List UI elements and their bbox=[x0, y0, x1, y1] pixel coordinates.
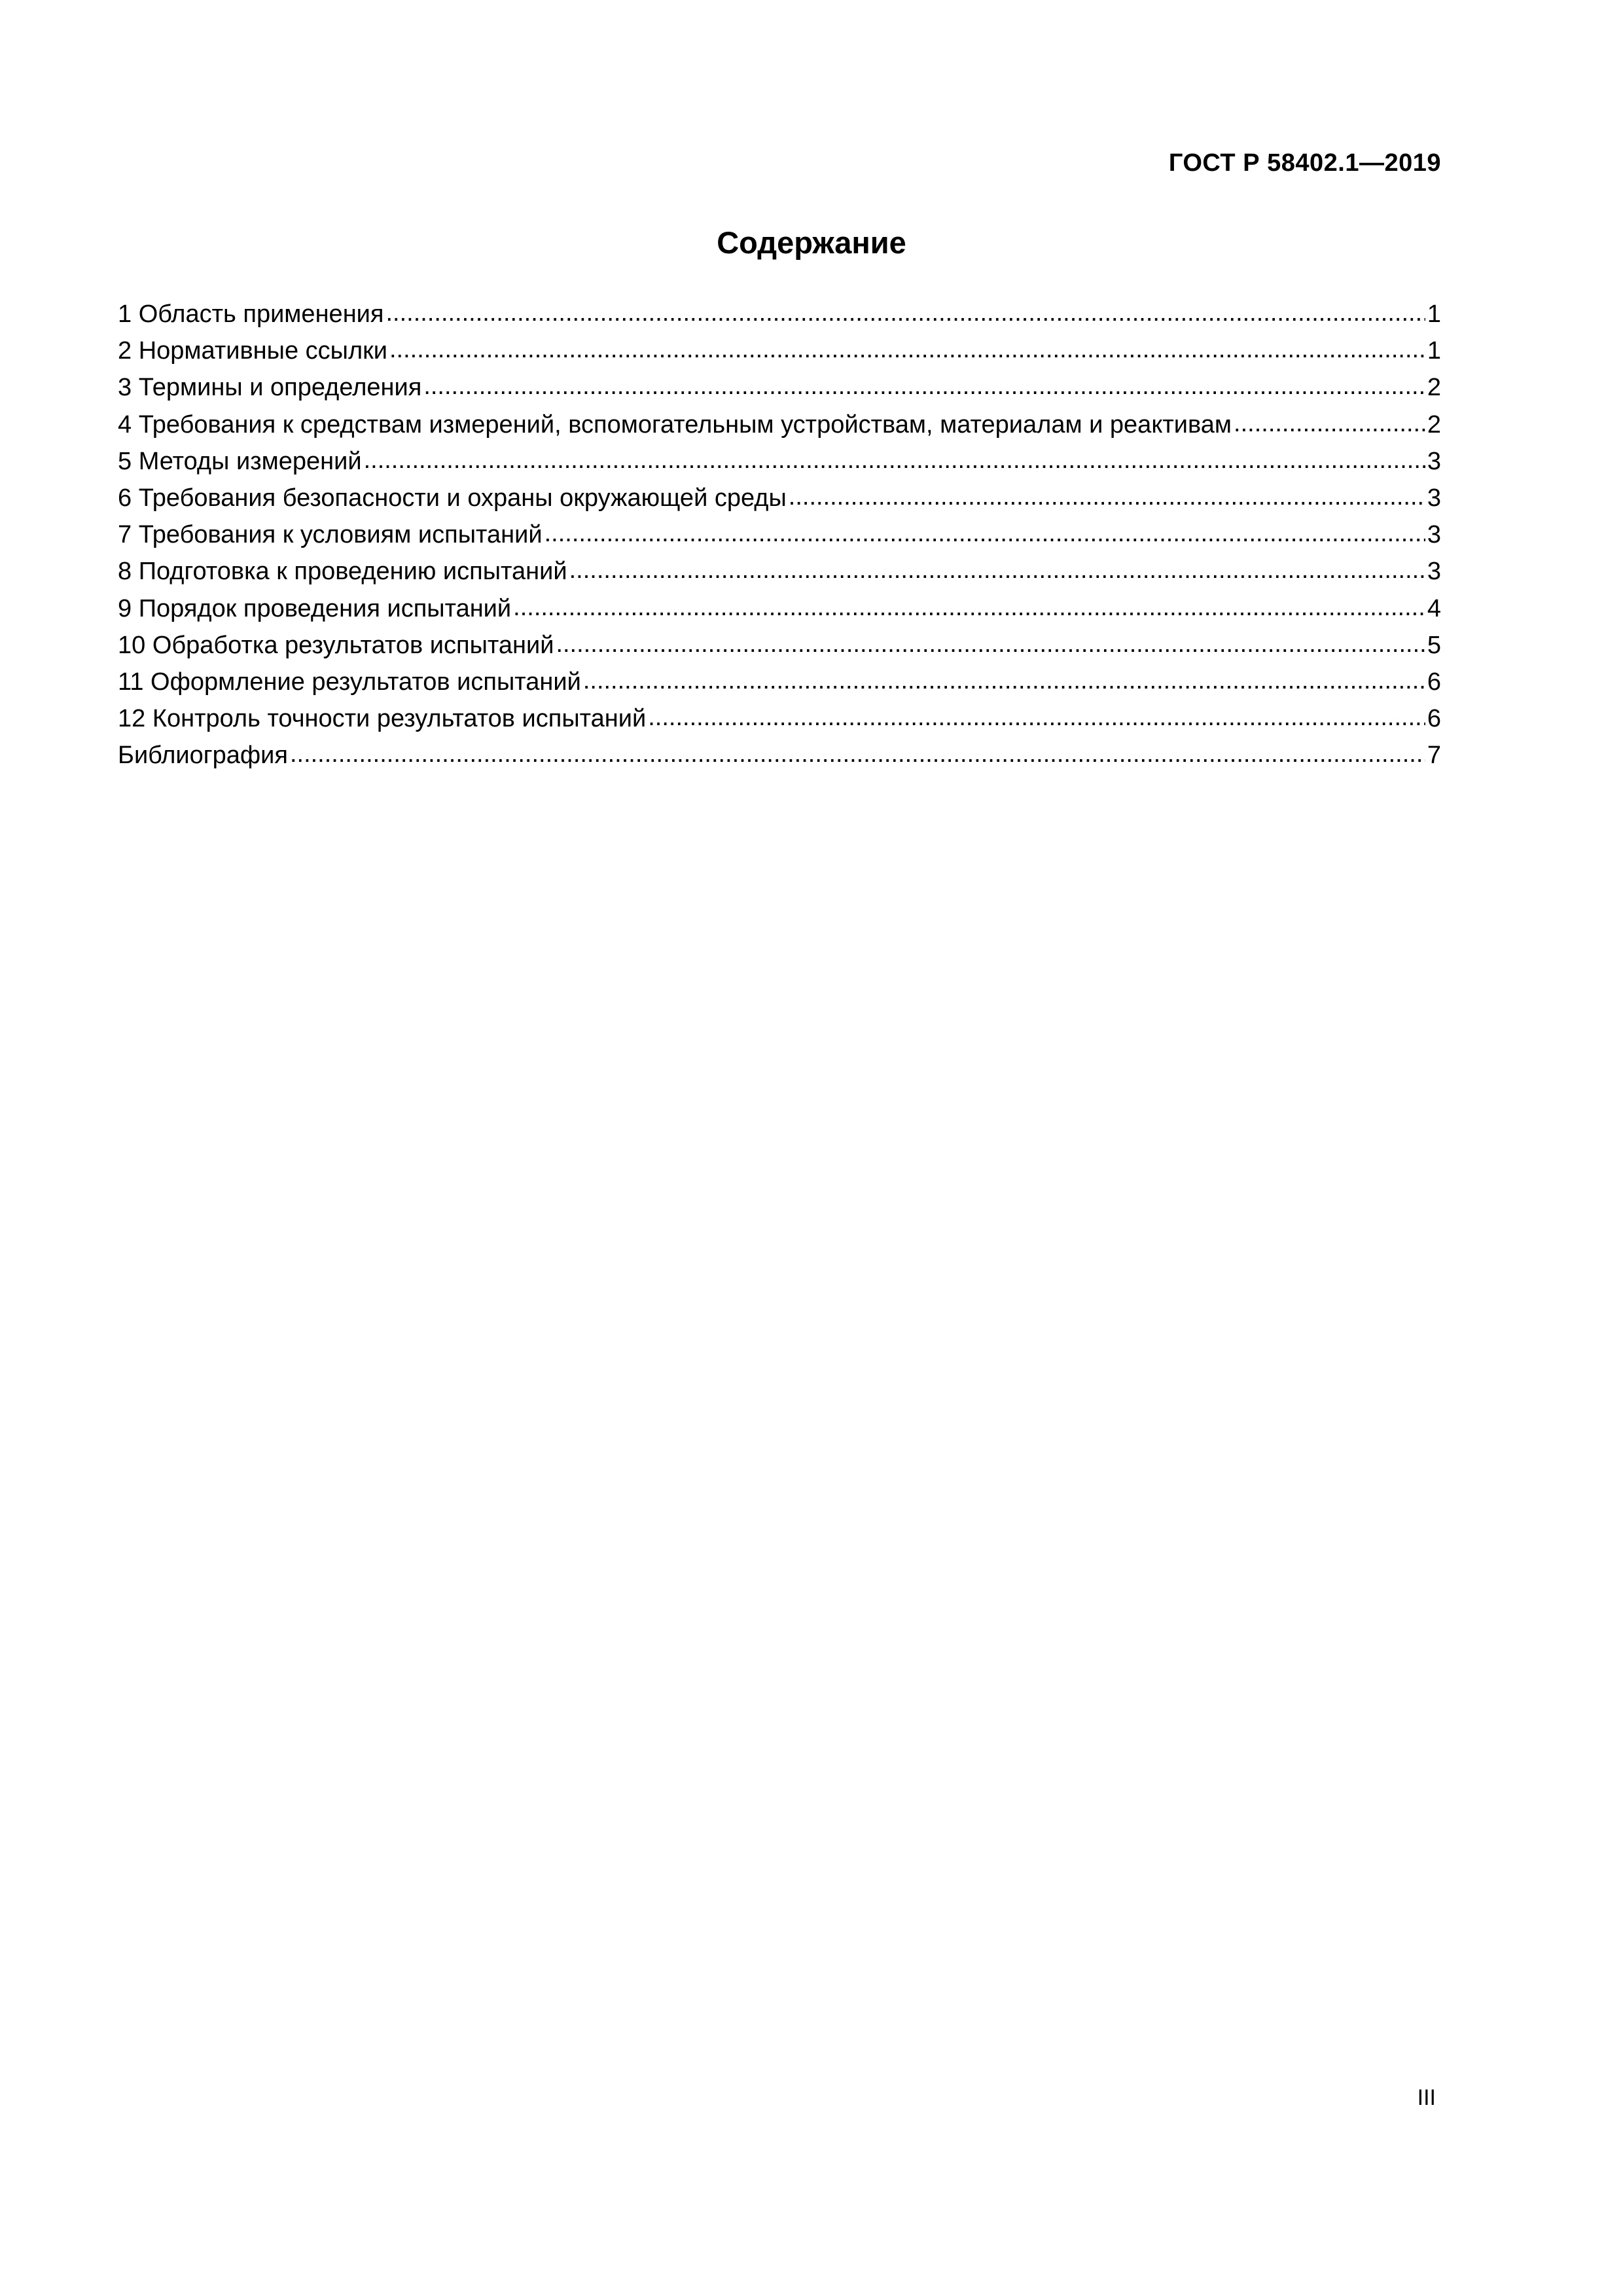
toc-entry[interactable] bbox=[118, 480, 1441, 516]
toc-entry-label: Библиография bbox=[118, 742, 288, 770]
toc-dot-leader bbox=[583, 662, 1425, 699]
toc-entry[interactable] bbox=[118, 443, 1441, 480]
toc-entry-page: 6 bbox=[1427, 705, 1441, 733]
toc-entry-page: 2 bbox=[1427, 410, 1441, 439]
toc-entry[interactable] bbox=[118, 369, 1441, 406]
toc-entry[interactable] bbox=[118, 590, 1441, 627]
toc-entry[interactable] bbox=[118, 296, 1441, 332]
toc-entry[interactable] bbox=[118, 700, 1441, 737]
toc-entry-label: 7 Требования к условиям испытаний bbox=[118, 521, 543, 549]
toc-entry[interactable] bbox=[118, 627, 1441, 664]
toc-entry[interactable] bbox=[118, 516, 1441, 553]
toc-entry-page: 3 bbox=[1427, 521, 1441, 549]
toc-dot-leader bbox=[569, 552, 1425, 588]
document-code: ГОСТ Р 58402.1—2019 bbox=[1168, 149, 1441, 177]
toc-title: Содержание bbox=[717, 225, 906, 260]
table-of-contents bbox=[118, 296, 1441, 774]
toc-entry-page: 1 bbox=[1427, 337, 1441, 365]
toc-entry-label: 6 Требования безопасности и охраны окружающей среды bbox=[118, 484, 787, 512]
toc-entry-page: 3 bbox=[1427, 558, 1441, 586]
toc-entry[interactable] bbox=[118, 664, 1441, 700]
toc-entry-page: 1 bbox=[1427, 300, 1441, 328]
toc-entry[interactable] bbox=[118, 737, 1441, 774]
toc-entry-page: 6 bbox=[1427, 668, 1441, 696]
toc-dot-leader bbox=[556, 626, 1425, 662]
toc-entry-label: 5 Методы измерений bbox=[118, 447, 362, 475]
page-number: III bbox=[1417, 2085, 1436, 2110]
toc-entry-page: 7 bbox=[1427, 742, 1441, 770]
toc-entry[interactable] bbox=[118, 406, 1441, 443]
toc-entry-label: 10 Обработка результатов испытаний bbox=[118, 631, 554, 659]
toc-dot-leader bbox=[648, 699, 1425, 736]
toc-entry-page: 4 bbox=[1427, 594, 1441, 622]
toc-dot-leader bbox=[423, 368, 1425, 404]
toc-dot-leader bbox=[789, 478, 1425, 515]
toc-entry-label: 9 Порядок проведения испытаний bbox=[118, 594, 512, 622]
toc-dot-leader bbox=[290, 736, 1425, 772]
toc-dot-leader bbox=[385, 295, 1425, 331]
toc-dot-leader bbox=[513, 589, 1425, 626]
toc-dot-leader bbox=[1234, 405, 1425, 442]
toc-entry-page: 3 bbox=[1427, 484, 1441, 512]
toc-entry-label: 11 Оформление результатов испытаний bbox=[118, 668, 581, 696]
toc-entry[interactable] bbox=[118, 332, 1441, 369]
toc-entry-label: 8 Подготовка к проведению испытаний bbox=[118, 558, 567, 586]
toc-dot-leader bbox=[389, 331, 1425, 368]
toc-entry-label: 2 Нормативные ссылки bbox=[118, 337, 387, 365]
toc-entry-label: 4 Требования к средствам измерений, вспомогательным устройствам, материалам и реактивам bbox=[118, 410, 1232, 439]
toc-entry-page: 3 bbox=[1427, 447, 1441, 475]
toc-entry-label: 12 Контроль точности результатов испытаний bbox=[118, 705, 647, 733]
toc-dot-leader bbox=[364, 442, 1425, 478]
toc-entry-page: 5 bbox=[1427, 631, 1441, 659]
toc-entry[interactable] bbox=[118, 553, 1441, 590]
toc-dot-leader bbox=[544, 515, 1425, 552]
toc-entry-page: 2 bbox=[1427, 374, 1441, 402]
toc-entry-label: 1 Область применения bbox=[118, 300, 384, 328]
toc-entry-label: 3 Термины и определения bbox=[118, 374, 422, 402]
